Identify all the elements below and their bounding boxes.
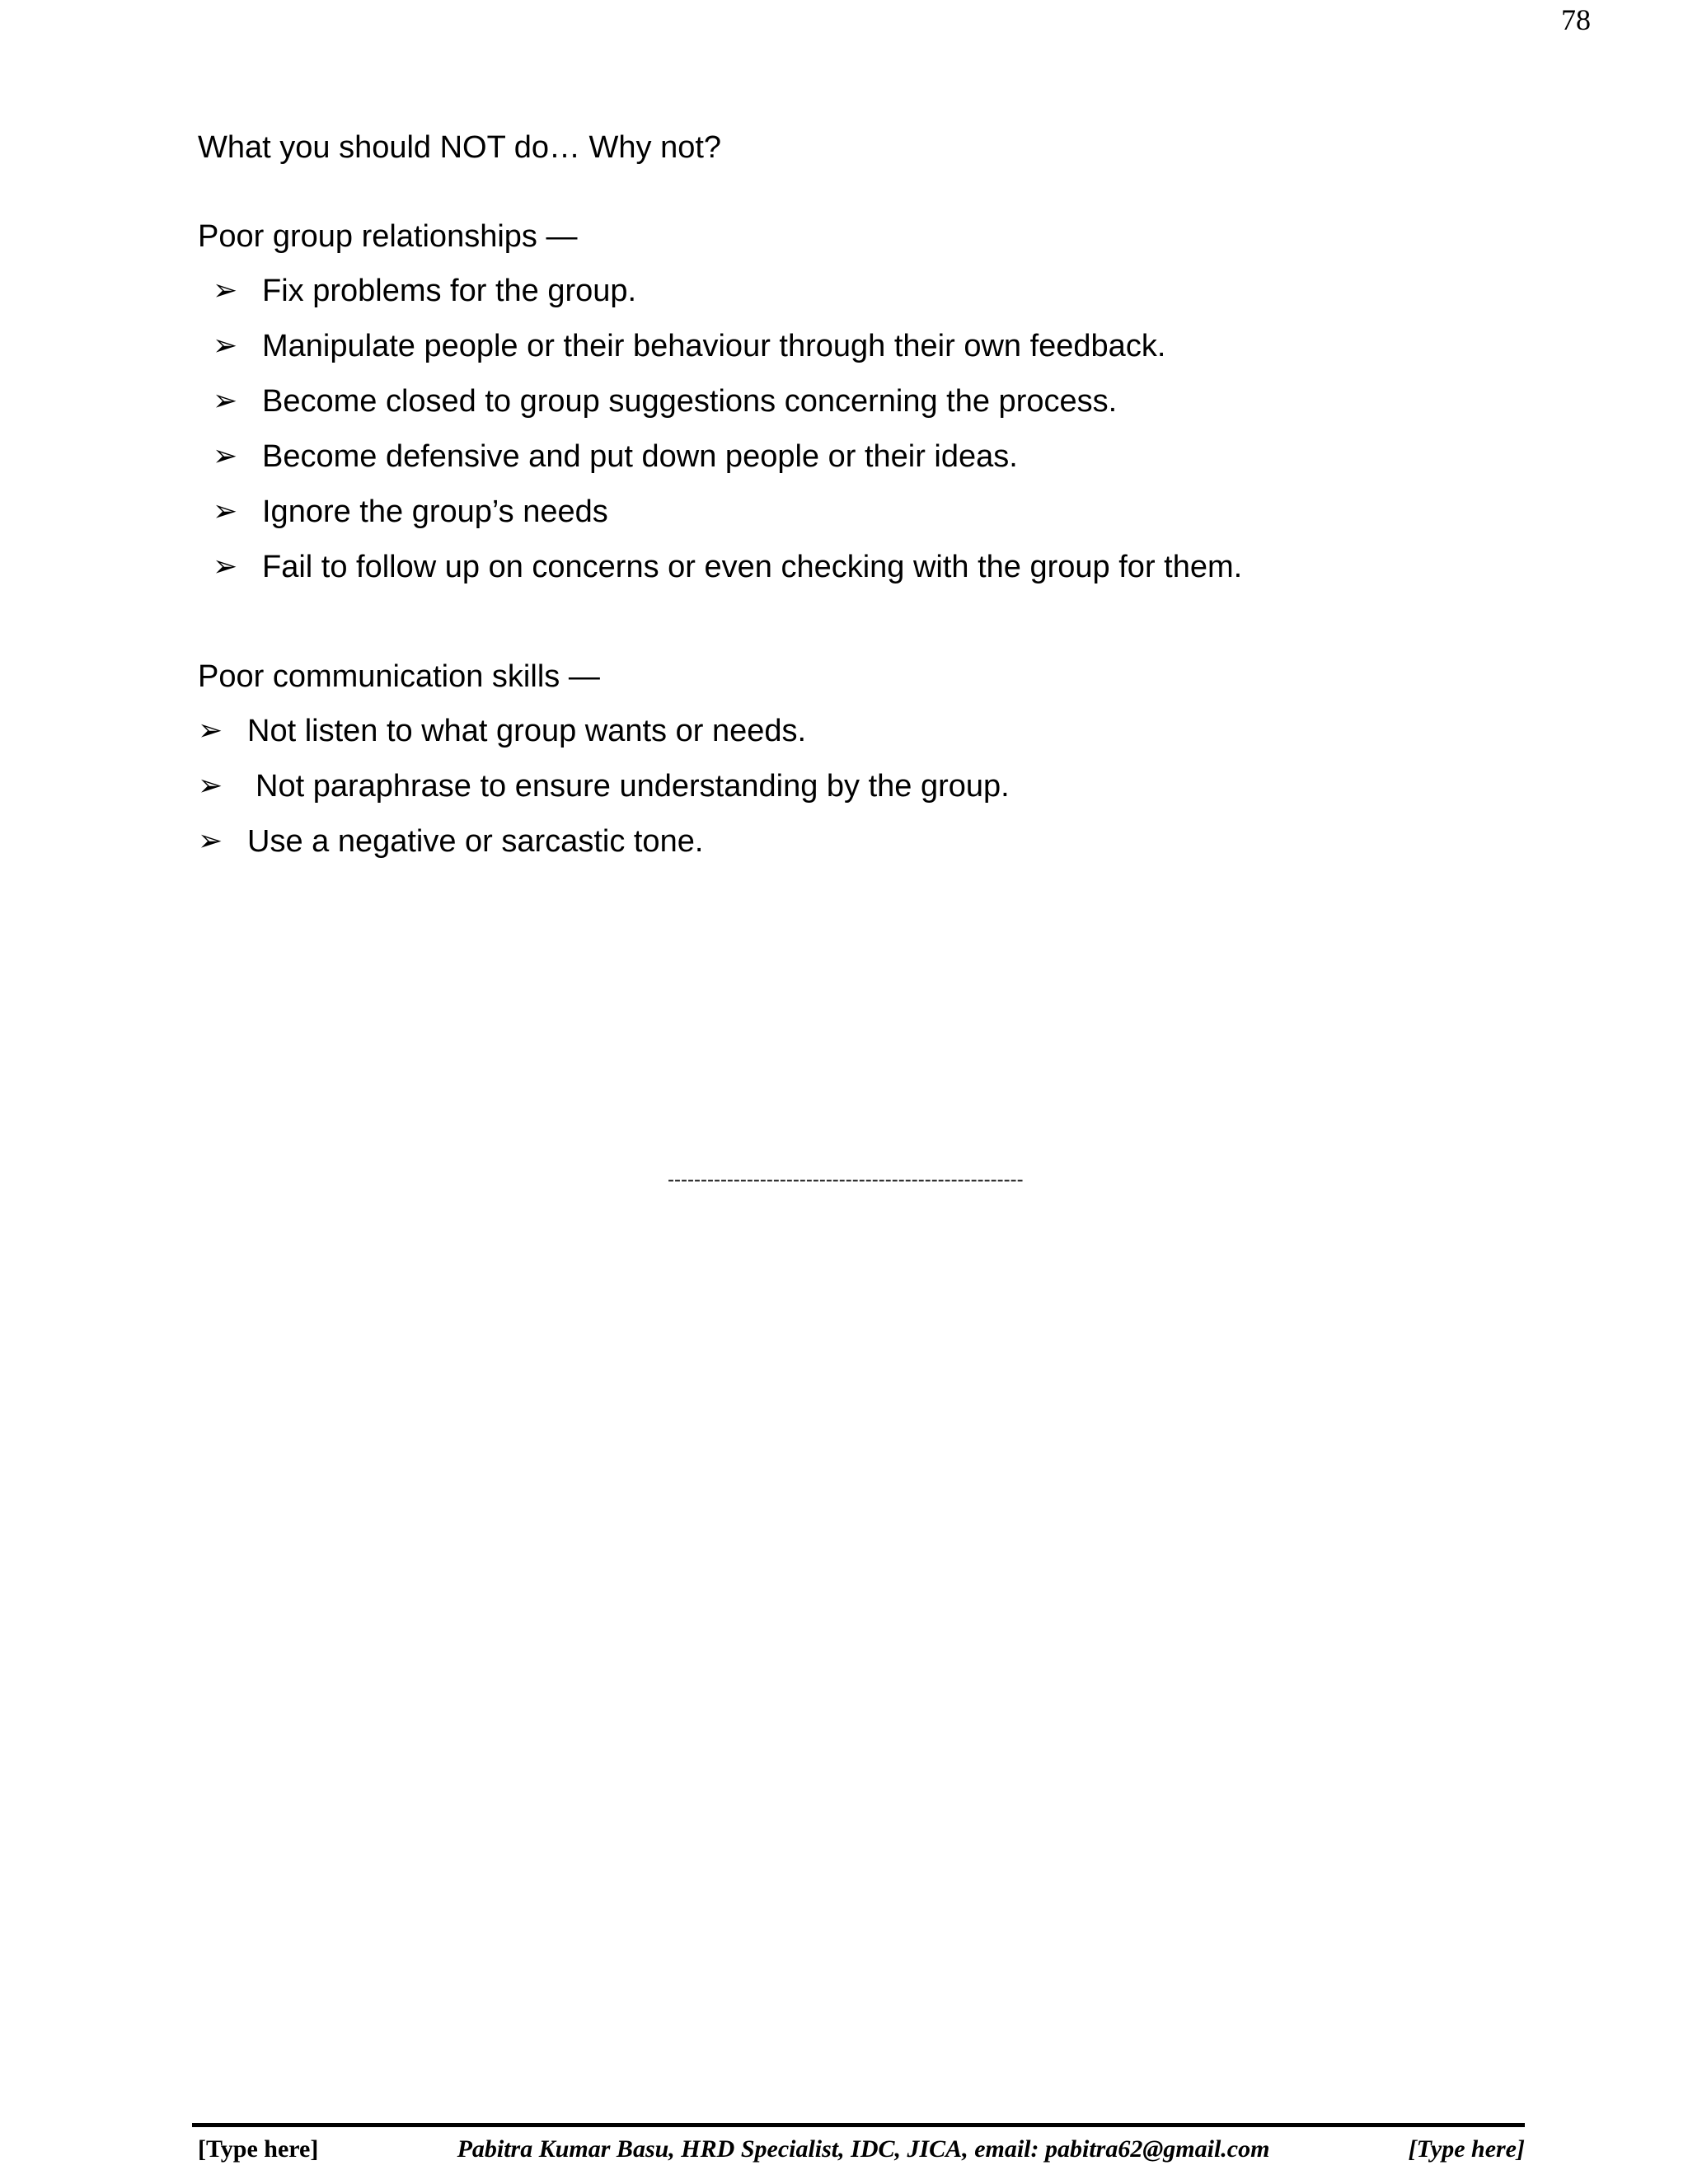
group-relationships-list	[198, 267, 1533, 598]
list-item-text: Become closed to group suggestions concerning the process.	[262, 384, 1118, 419]
list-item	[198, 377, 1533, 433]
list-item	[198, 762, 1533, 818]
page-content	[198, 124, 1533, 873]
arrow-bullet-icon: ➢	[213, 329, 238, 363]
list-item	[198, 433, 1533, 488]
communication-skills-list	[198, 707, 1533, 873]
arrow-bullet-icon: ➢	[198, 824, 223, 858]
arrow-bullet-icon: ➢	[198, 769, 223, 803]
arrow-bullet-icon: ➢	[213, 494, 238, 528]
page-heading: What you should NOT do… Why not?	[198, 130, 722, 165]
arrow-bullet-icon: ➢	[213, 550, 238, 583]
list-item-text: Fail to follow up on concerns or even checking with the group for them.	[262, 550, 1243, 584]
arrow-bullet-icon: ➢	[213, 274, 238, 307]
list-item	[198, 543, 1533, 598]
arrow-bullet-icon: ➢	[198, 714, 223, 748]
arrow-bullet-icon: ➢	[213, 384, 238, 418]
footer-rule	[192, 2123, 1525, 2127]
section-title-communication-skills: Poor communication skills —	[198, 659, 600, 694]
list-item	[198, 488, 1533, 543]
section-title-group-relationships: Poor group relationships —	[198, 219, 578, 254]
list-item-text: Ignore the group’s needs	[262, 494, 608, 529]
footer-right: [Type here]	[1408, 2135, 1525, 2163]
footer-author: Pabitra Kumar Basu, HRD Specialist, IDC, JICA, email: pabitra62@gmail.com	[457, 2135, 1270, 2163]
list-item	[198, 818, 1533, 873]
page-footer	[198, 2133, 1525, 2166]
list-item-text: Become defensive and put down people or their ideas.	[262, 439, 1018, 474]
list-item-text: Manipulate people or their behaviour through their own feedback.	[262, 329, 1166, 363]
list-item-text: Fix problems for the group.	[262, 274, 637, 308]
list-item	[198, 267, 1533, 322]
end-divider: ------------------------------------------------------	[668, 1169, 1024, 1191]
list-item-text: Not paraphrase to ensure understanding by the group.	[256, 769, 1010, 804]
list-item-text: Use a negative or sarcastic tone.	[247, 824, 704, 859]
arrow-bullet-icon: ➢	[213, 439, 238, 473]
list-item-text: Not listen to what group wants or needs.	[247, 714, 807, 748]
page-number: 78	[1561, 3, 1591, 36]
list-item	[198, 322, 1533, 377]
footer-left: [Type here]	[198, 2135, 319, 2163]
list-item	[198, 707, 1533, 762]
